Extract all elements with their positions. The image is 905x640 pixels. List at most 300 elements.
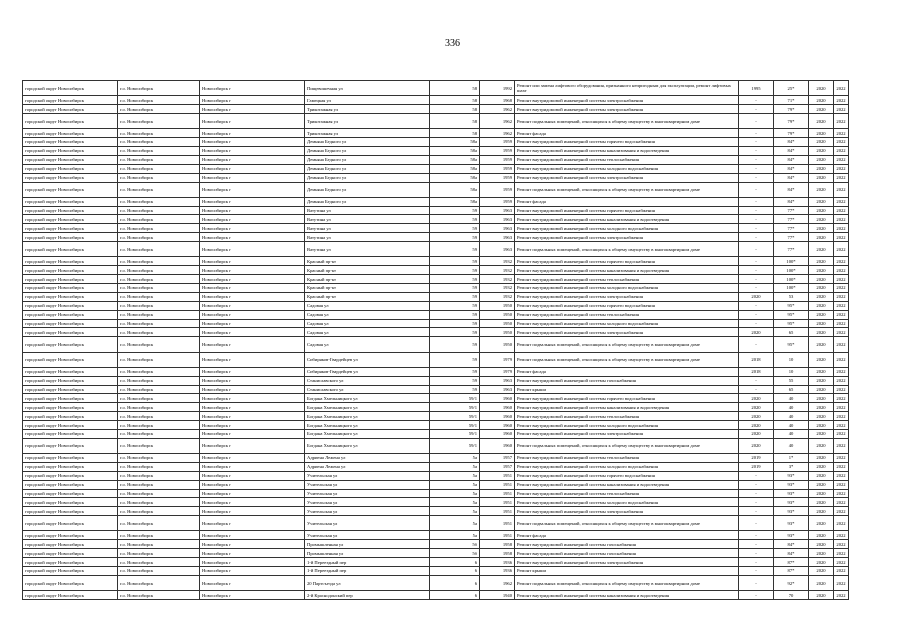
- end-year-cell: 2022: [834, 516, 849, 531]
- municipality-cell: городской округ Новосибирск: [23, 173, 118, 182]
- wear-cell: 10: [774, 367, 809, 376]
- work-type-cell: Ремонт подвальных помещений, относящихся к общему имуществу в многоквартирном доме: [515, 438, 739, 453]
- house-number-cell: 5а: [430, 480, 480, 489]
- city-cell: Новосибирск г: [200, 197, 305, 206]
- last-repair-year-cell: -: [739, 197, 774, 206]
- municipality-cell: городской округ Новосибирск: [23, 328, 118, 337]
- city-cell: Новосибирск г: [200, 301, 305, 310]
- work-type-cell: Ремонт крыши: [515, 385, 739, 394]
- end-year-cell: 2022: [834, 173, 849, 182]
- work-type-cell: Ремонт крыши: [515, 567, 739, 576]
- settlement-cell: г.о. Новосибирск: [118, 480, 200, 489]
- city-cell: Новосибирск г: [200, 155, 305, 164]
- city-cell: Новосибирск г: [200, 310, 305, 319]
- work-type-cell: Ремонт внутридомовой инженерной системы канализования и водоотведения: [515, 591, 739, 600]
- table-row: [23, 164, 849, 173]
- wear-cell: 100*: [774, 284, 809, 293]
- build-year-cell: 1960: [480, 421, 515, 430]
- work-type-cell: Ремонт внутридомовой инженерной системы газоснабжения: [515, 540, 739, 549]
- street-cell: Ватутина ул: [305, 215, 430, 224]
- start-year-cell: 2020: [809, 507, 834, 516]
- work-type-cell: Ремонт внутридомовой инженерной системы теплоснабжения: [515, 310, 739, 319]
- last-repair-year-cell: -: [739, 155, 774, 164]
- house-number-cell: 58а: [430, 138, 480, 147]
- street-cell: Садовая ул: [305, 337, 430, 352]
- last-repair-year-cell: -: [739, 310, 774, 319]
- build-year-cell: 1951: [480, 516, 515, 531]
- street-cell: Учительская ул: [305, 498, 430, 507]
- municipality-cell: городской округ Новосибирск: [23, 462, 118, 471]
- end-year-cell: 2022: [834, 242, 849, 257]
- city-cell: Новосибирск г: [200, 531, 305, 540]
- work-type-cell: Ремонт подвальных помещений, относящихся к общему имуществу в многоквартирном доме: [515, 352, 739, 367]
- settlement-cell: г.о. Новосибирск: [118, 129, 200, 138]
- street-cell: Промышленная ул: [305, 540, 430, 549]
- table-row: [23, 412, 849, 421]
- build-year-cell: 1963: [480, 242, 515, 257]
- settlement-cell: г.о. Новосибирск: [118, 81, 200, 96]
- house-number-cell: 5а: [430, 489, 480, 498]
- city-cell: Новосибирск г: [200, 429, 305, 438]
- table-row: [23, 224, 849, 233]
- street-cell: Учительская ул: [305, 507, 430, 516]
- wear-cell: 65: [774, 328, 809, 337]
- start-year-cell: 2020: [809, 206, 834, 215]
- street-cell: Гамецкая ул: [305, 96, 430, 105]
- city-cell: Новосибирск г: [200, 81, 305, 96]
- end-year-cell: 2022: [834, 394, 849, 403]
- last-repair-year-cell: -: [739, 138, 774, 147]
- house-number-cell: 5б: [430, 540, 480, 549]
- table-row: [23, 155, 849, 164]
- end-year-cell: 2022: [834, 385, 849, 394]
- start-year-cell: 2020: [809, 96, 834, 105]
- table-row: [23, 206, 849, 215]
- municipality-cell: городской округ Новосибирск: [23, 531, 118, 540]
- end-year-cell: 2022: [834, 206, 849, 215]
- end-year-cell: 2022: [834, 197, 849, 206]
- table-row: [23, 540, 849, 549]
- city-cell: Новосибирск г: [200, 540, 305, 549]
- municipality-cell: городской округ Новосибирск: [23, 367, 118, 376]
- work-type-cell: Ремонт или замена лифтового оборудования, признанного непригодным для эксплуатации, ремонт лифтовых шахт: [515, 81, 739, 96]
- work-type-cell: Ремонт внутридомовой инженерной системы канализования и водоотведения: [515, 146, 739, 155]
- municipality-cell: городской округ Новосибирск: [23, 284, 118, 293]
- house-number-cell: 59: [430, 284, 480, 293]
- wear-cell: 40: [774, 403, 809, 412]
- last-repair-year-cell: -: [739, 105, 774, 114]
- last-repair-year-cell: 1995: [739, 81, 774, 96]
- table-body: [23, 81, 849, 600]
- wear-cell: 77*: [774, 206, 809, 215]
- build-year-cell: 1963: [480, 224, 515, 233]
- wear-cell: 95*: [774, 310, 809, 319]
- house-number-cell: 58: [430, 81, 480, 96]
- house-number-cell: 58: [430, 113, 480, 128]
- table-row: [23, 454, 849, 463]
- last-repair-year-cell: -: [739, 113, 774, 128]
- end-year-cell: 2022: [834, 462, 849, 471]
- last-repair-year-cell: 2018: [739, 367, 774, 376]
- settlement-cell: г.о. Новосибирск: [118, 266, 200, 275]
- start-year-cell: 2020: [809, 376, 834, 385]
- end-year-cell: 2022: [834, 215, 849, 224]
- wear-cell: 77*: [774, 224, 809, 233]
- settlement-cell: г.о. Новосибирск: [118, 242, 200, 257]
- settlement-cell: г.о. Новосибирск: [118, 164, 200, 173]
- street-cell: Учительская ул: [305, 531, 430, 540]
- build-year-cell: 1951: [480, 531, 515, 540]
- build-year-cell: 1979: [480, 367, 515, 376]
- wear-cell: 77*: [774, 215, 809, 224]
- start-year-cell: 2020: [809, 429, 834, 438]
- start-year-cell: 2020: [809, 471, 834, 480]
- settlement-cell: г.о. Новосибирск: [118, 498, 200, 507]
- street-cell: Трикотажная ул: [305, 113, 430, 128]
- street-cell: Учительская ул: [305, 516, 430, 531]
- start-year-cell: 2020: [809, 81, 834, 96]
- house-number-cell: 59: [430, 215, 480, 224]
- street-cell: Ватутина ул: [305, 206, 430, 215]
- city-cell: Новосибирск г: [200, 182, 305, 197]
- municipality-cell: городской округ Новосибирск: [23, 206, 118, 215]
- settlement-cell: г.о. Новосибирск: [118, 233, 200, 242]
- house-number-cell: 58: [430, 96, 480, 105]
- build-year-cell: 1950: [480, 337, 515, 352]
- work-type-cell: Ремонт внутридомовой инженерной системы электроснабжения: [515, 173, 739, 182]
- settlement-cell: г.о. Новосибирск: [118, 310, 200, 319]
- start-year-cell: 2020: [809, 182, 834, 197]
- build-year-cell: 1936: [480, 558, 515, 567]
- work-type-cell: Ремонт внутридомовой инженерной системы электроснабжения: [515, 233, 739, 242]
- build-year-cell: 1959: [480, 173, 515, 182]
- last-repair-year-cell: -: [739, 575, 774, 590]
- street-cell: Адриена Лежена ул: [305, 454, 430, 463]
- wear-cell: 92*: [774, 575, 809, 590]
- city-cell: Новосибирск г: [200, 549, 305, 558]
- end-year-cell: 2022: [834, 480, 849, 489]
- municipality-cell: городской округ Новосибирск: [23, 480, 118, 489]
- municipality-cell: городской округ Новосибирск: [23, 352, 118, 367]
- table-row: [23, 310, 849, 319]
- municipality-cell: городской округ Новосибирск: [23, 224, 118, 233]
- municipality-cell: городской округ Новосибирск: [23, 257, 118, 266]
- city-cell: Новосибирск г: [200, 438, 305, 453]
- last-repair-year-cell: -: [739, 96, 774, 105]
- start-year-cell: 2020: [809, 275, 834, 284]
- build-year-cell: 1962: [480, 113, 515, 128]
- end-year-cell: 2022: [834, 567, 849, 576]
- end-year-cell: 2022: [834, 81, 849, 96]
- build-year-cell: 1979: [480, 352, 515, 367]
- end-year-cell: 2022: [834, 310, 849, 319]
- build-year-cell: 1940: [480, 591, 515, 600]
- wear-cell: 1*: [774, 454, 809, 463]
- street-cell: Ватутина ул: [305, 242, 430, 257]
- wear-cell: 93*: [774, 507, 809, 516]
- city-cell: Новосибирск г: [200, 328, 305, 337]
- end-year-cell: 2022: [834, 352, 849, 367]
- street-cell: Красный пр-кт: [305, 257, 430, 266]
- build-year-cell: 1959: [480, 164, 515, 173]
- build-year-cell: 1963: [480, 385, 515, 394]
- last-repair-year-cell: 2020: [739, 429, 774, 438]
- municipality-cell: городской округ Новосибирск: [23, 138, 118, 147]
- end-year-cell: 2022: [834, 233, 849, 242]
- end-year-cell: 2022: [834, 337, 849, 352]
- last-repair-year-cell: -: [739, 242, 774, 257]
- wear-cell: 40: [774, 412, 809, 421]
- work-type-cell: Ремонт внутридомовой инженерной системы канализования и водоотведения: [515, 215, 739, 224]
- settlement-cell: г.о. Новосибирск: [118, 352, 200, 367]
- municipality-cell: городской округ Новосибирск: [23, 233, 118, 242]
- build-year-cell: 1950: [480, 328, 515, 337]
- wear-cell: 84*: [774, 173, 809, 182]
- start-year-cell: 2020: [809, 242, 834, 257]
- house-number-cell: 59: [430, 352, 480, 367]
- municipality-cell: городской округ Новосибирск: [23, 215, 118, 224]
- wear-cell: 95*: [774, 319, 809, 328]
- table-row: [23, 421, 849, 430]
- last-repair-year-cell: -: [739, 319, 774, 328]
- last-repair-year-cell: -: [739, 337, 774, 352]
- municipality-cell: городской округ Новосибирск: [23, 516, 118, 531]
- city-cell: Новосибирск г: [200, 284, 305, 293]
- last-repair-year-cell: -: [739, 549, 774, 558]
- street-cell: Демьяна Бедного ул: [305, 164, 430, 173]
- settlement-cell: г.о. Новосибирск: [118, 275, 200, 284]
- municipality-cell: городской округ Новосибирск: [23, 394, 118, 403]
- municipality-cell: городской округ Новосибирск: [23, 403, 118, 412]
- end-year-cell: 2022: [834, 164, 849, 173]
- settlement-cell: г.о. Новосибирск: [118, 531, 200, 540]
- street-cell: Садовая ул: [305, 328, 430, 337]
- work-type-cell: Ремонт внутридомовой инженерной системы электроснабжения: [515, 105, 739, 114]
- settlement-cell: г.о. Новосибирск: [118, 507, 200, 516]
- settlement-cell: г.о. Новосибирск: [118, 146, 200, 155]
- wear-cell: 100*: [774, 275, 809, 284]
- municipality-cell: городской округ Новосибирск: [23, 319, 118, 328]
- settlement-cell: г.о. Новосибирск: [118, 224, 200, 233]
- street-cell: Адриена Лежена ул: [305, 462, 430, 471]
- settlement-cell: г.о. Новосибирск: [118, 301, 200, 310]
- last-repair-year-cell: -: [739, 266, 774, 275]
- wear-cell: 93*: [774, 489, 809, 498]
- city-cell: Новосибирск г: [200, 257, 305, 266]
- street-cell: Садовая ул: [305, 310, 430, 319]
- table-row: [23, 591, 849, 600]
- page-number: 336: [445, 38, 460, 49]
- wear-cell: 71*: [774, 96, 809, 105]
- city-cell: Новосибирск г: [200, 206, 305, 215]
- work-type-cell: Ремонт подвальных помещений, относящихся к общему имуществу в многоквартирном доме: [515, 113, 739, 128]
- work-type-cell: Ремонт внутридомовой инженерной системы холодного водоснабжения: [515, 421, 739, 430]
- house-number-cell: 59: [430, 328, 480, 337]
- build-year-cell: 1958: [480, 549, 515, 558]
- build-year-cell: 1959: [480, 138, 515, 147]
- last-repair-year-cell: -: [739, 233, 774, 242]
- city-cell: Новосибирск г: [200, 489, 305, 498]
- wear-cell: 93*: [774, 531, 809, 540]
- settlement-cell: г.о. Новосибирск: [118, 421, 200, 430]
- build-year-cell: 1963: [480, 376, 515, 385]
- last-repair-year-cell: -: [739, 224, 774, 233]
- work-type-cell: Ремонт внутридомовой инженерной системы холодного водоснабжения: [515, 319, 739, 328]
- wear-cell: 93*: [774, 471, 809, 480]
- last-repair-year-cell: -: [739, 480, 774, 489]
- street-cell: Промышленная ул: [305, 549, 430, 558]
- build-year-cell: 1932: [480, 275, 515, 284]
- street-cell: Богдана Хмельницкого ул: [305, 429, 430, 438]
- settlement-cell: г.о. Новосибирск: [118, 376, 200, 385]
- start-year-cell: 2020: [809, 328, 834, 337]
- wear-cell: 84*: [774, 197, 809, 206]
- wear-cell: 87*: [774, 558, 809, 567]
- table-row: [23, 367, 849, 376]
- house-number-cell: 5а: [430, 531, 480, 540]
- municipality-cell: городской округ Новосибирск: [23, 471, 118, 480]
- end-year-cell: 2022: [834, 591, 849, 600]
- house-number-cell: 6: [430, 591, 480, 600]
- city-cell: Новосибирск г: [200, 266, 305, 275]
- end-year-cell: 2022: [834, 549, 849, 558]
- table-row: [23, 567, 849, 576]
- last-repair-year-cell: 2020: [739, 421, 774, 430]
- street-cell: Сибиряков-Гвардейцев ул: [305, 367, 430, 376]
- build-year-cell: 1951: [480, 498, 515, 507]
- table-row: [23, 438, 849, 453]
- work-type-cell: Ремонт внутридомовой инженерной системы теплоснабжения: [515, 454, 739, 463]
- end-year-cell: 2022: [834, 275, 849, 284]
- city-cell: Новосибирск г: [200, 412, 305, 421]
- municipality-cell: городской округ Новосибирск: [23, 197, 118, 206]
- settlement-cell: г.о. Новосибирск: [118, 197, 200, 206]
- city-cell: Новосибирск г: [200, 394, 305, 403]
- last-repair-year-cell: 2020: [739, 412, 774, 421]
- end-year-cell: 2022: [834, 429, 849, 438]
- house-number-cell: 59: [430, 385, 480, 394]
- city-cell: Новосибирск г: [200, 224, 305, 233]
- city-cell: Новосибирск г: [200, 105, 305, 114]
- start-year-cell: 2020: [809, 173, 834, 182]
- table-row: [23, 284, 849, 293]
- table-row: [23, 292, 849, 301]
- last-repair-year-cell: -: [739, 146, 774, 155]
- work-type-cell: Ремонт фасада: [515, 129, 739, 138]
- start-year-cell: 2020: [809, 197, 834, 206]
- settlement-cell: г.о. Новосибирск: [118, 412, 200, 421]
- start-year-cell: 2020: [809, 549, 834, 558]
- city-cell: Новосибирск г: [200, 421, 305, 430]
- work-type-cell: Ремонт внутридомовой инженерной системы холодного водоснабжения: [515, 462, 739, 471]
- settlement-cell: г.о. Новосибирск: [118, 337, 200, 352]
- street-cell: Богдана Хмельницкого ул: [305, 412, 430, 421]
- house-number-cell: 59: [430, 367, 480, 376]
- end-year-cell: 2022: [834, 376, 849, 385]
- start-year-cell: 2020: [809, 146, 834, 155]
- city-cell: Новосибирск г: [200, 558, 305, 567]
- start-year-cell: 2020: [809, 403, 834, 412]
- wear-cell: 65: [774, 385, 809, 394]
- build-year-cell: 1960: [480, 438, 515, 453]
- work-type-cell: Ремонт внутридомовой инженерной системы горячего водоснабжения: [515, 394, 739, 403]
- wear-cell: 79*: [774, 113, 809, 128]
- last-repair-year-cell: 2018: [739, 352, 774, 367]
- street-cell: Ватутина ул: [305, 224, 430, 233]
- build-year-cell: 1962: [480, 105, 515, 114]
- house-number-cell: 59: [430, 292, 480, 301]
- street-cell: Пищевошечная ул: [305, 81, 430, 96]
- table-row: [23, 575, 849, 590]
- municipality-cell: городской округ Новосибирск: [23, 96, 118, 105]
- settlement-cell: г.о. Новосибирск: [118, 462, 200, 471]
- table-row: [23, 215, 849, 224]
- table-row: [23, 462, 849, 471]
- settlement-cell: г.о. Новосибирск: [118, 516, 200, 531]
- build-year-cell: 1932: [480, 284, 515, 293]
- build-year-cell: 1960: [480, 403, 515, 412]
- start-year-cell: 2020: [809, 233, 834, 242]
- house-number-cell: 5а: [430, 498, 480, 507]
- settlement-cell: г.о. Новосибирск: [118, 182, 200, 197]
- work-type-cell: Ремонт подвальных помещений, относящихся к общему имуществу в многоквартирном доме: [515, 337, 739, 352]
- house-number-cell: 58: [430, 129, 480, 138]
- start-year-cell: 2020: [809, 266, 834, 275]
- municipality-cell: городской округ Новосибирск: [23, 498, 118, 507]
- wear-cell: 10: [774, 352, 809, 367]
- build-year-cell: 1932: [480, 266, 515, 275]
- house-number-cell: 5б: [430, 549, 480, 558]
- street-cell: Станиславского ул: [305, 385, 430, 394]
- street-cell: Богдана Хмельницкого ул: [305, 421, 430, 430]
- city-cell: Новосибирск г: [200, 319, 305, 328]
- start-year-cell: 2020: [809, 421, 834, 430]
- last-repair-year-cell: -: [739, 215, 774, 224]
- wear-cell: 84*: [774, 549, 809, 558]
- municipality-cell: городской округ Новосибирск: [23, 301, 118, 310]
- table-row: [23, 429, 849, 438]
- house-number-cell: 58а: [430, 164, 480, 173]
- street-cell: Станиславского ул: [305, 376, 430, 385]
- table-row: [23, 480, 849, 489]
- wear-cell: 93*: [774, 516, 809, 531]
- municipality-cell: городской округ Новосибирск: [23, 591, 118, 600]
- settlement-cell: г.о. Новосибирск: [118, 319, 200, 328]
- city-cell: Новосибирск г: [200, 129, 305, 138]
- municipality-cell: городской округ Новосибирск: [23, 438, 118, 453]
- build-year-cell: 1959: [480, 197, 515, 206]
- house-number-cell: 6: [430, 567, 480, 576]
- house-number-cell: 59: [430, 224, 480, 233]
- work-type-cell: Ремонт подвальных помещений, относящихся к общему имуществу в многоквартирном доме: [515, 516, 739, 531]
- end-year-cell: 2022: [834, 558, 849, 567]
- wear-cell: 3*: [774, 462, 809, 471]
- last-repair-year-cell: -: [739, 284, 774, 293]
- work-type-cell: Ремонт внутридомовой инженерной системы холодного водоснабжения: [515, 498, 739, 507]
- work-type-cell: Ремонт подвальных помещений, относящихся к общему имуществу в многоквартирном доме: [515, 575, 739, 590]
- end-year-cell: 2022: [834, 421, 849, 430]
- end-year-cell: 2022: [834, 224, 849, 233]
- last-repair-year-cell: 2020: [739, 438, 774, 453]
- city-cell: Новосибирск г: [200, 567, 305, 576]
- end-year-cell: 2022: [834, 96, 849, 105]
- municipality-cell: городской округ Новосибирск: [23, 113, 118, 128]
- city-cell: Новосибирск г: [200, 233, 305, 242]
- table-row: [23, 498, 849, 507]
- build-year-cell: 1963: [480, 233, 515, 242]
- wear-cell: 100*: [774, 266, 809, 275]
- house-number-cell: 6: [430, 558, 480, 567]
